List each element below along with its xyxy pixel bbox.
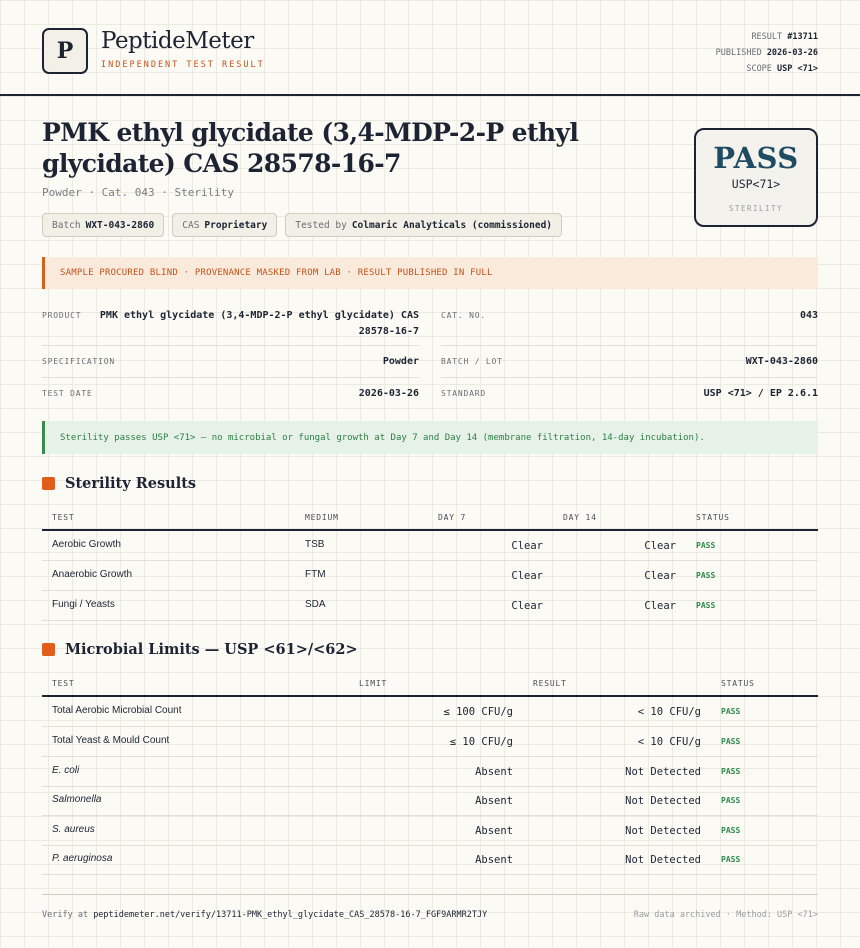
result-value: < 10 CFU/g [637, 736, 701, 748]
result-label: RESULT [751, 32, 783, 42]
info-row-spec [42, 346, 419, 378]
table-row [42, 697, 818, 727]
col-limit: LIMIT [359, 679, 388, 688]
sterility-section-header [42, 475, 196, 492]
status-badge: PASS [721, 826, 741, 835]
standard-value: USP <71> / EP 2.6.1 [703, 388, 818, 399]
result-value: < 10 CFU/g [637, 706, 701, 718]
day14-result: Clear [644, 570, 676, 582]
verdict-word: PASS [713, 141, 799, 175]
medium: SDA [305, 599, 326, 610]
sterility-section-title: Sterility Results [65, 475, 197, 492]
table-row [42, 531, 818, 561]
brand-name: PeptideMeter [101, 28, 254, 54]
status-badge: PASS [721, 796, 741, 805]
table-row [42, 786, 818, 816]
info-row-date [42, 378, 419, 408]
chip-row [42, 213, 562, 237]
status-badge: PASS [696, 571, 716, 580]
section-marker-icon [42, 643, 55, 656]
standard-label: STANDARD [441, 389, 486, 398]
test-name: E. coli [52, 765, 80, 776]
col-status: STATUS [721, 679, 755, 688]
cas-chip-label: CAS [182, 219, 200, 231]
microbial-section-title: Microbial Limits — USP <61>/<62> [65, 641, 358, 658]
test-name: P. aeruginosa [52, 853, 113, 864]
verify-link[interactable]: peptidemeter.net/verify/13711-PMK_ethyl_glycidate_CAS_28578-16-7_FGF9ARMR2TJY [93, 910, 488, 920]
page-header [0, 0, 860, 96]
status-badge: PASS [721, 855, 741, 864]
table-row [42, 591, 818, 621]
batch-chip-value: WXT-043-2860 [85, 219, 155, 231]
table-row [42, 727, 818, 757]
cas-chip-value: Proprietary [204, 219, 268, 231]
product-title: PMK ethyl glycidate (3,4-MDP-2-P ethyl glycidate) CAS 28578-16-7 [42, 118, 579, 178]
day7-result: Clear [511, 570, 543, 582]
limit-value: Absent [475, 795, 513, 807]
spec-label: SPECIFICATION [42, 357, 116, 366]
medium: FTM [305, 569, 326, 580]
result-value: Not Detected [625, 766, 701, 778]
test-name: Fungi / Yeasts [52, 599, 115, 610]
section-marker-icon [42, 477, 55, 490]
date-value: 2026-03-26 [358, 388, 419, 399]
status-badge: PASS [696, 541, 716, 550]
test-name: Salmonella [52, 794, 102, 805]
verdict-badge [694, 128, 818, 227]
test-name: S. aureus [52, 824, 95, 835]
page-footer [42, 894, 818, 934]
col-test: TEST [52, 679, 75, 688]
product-label: PRODUCT [42, 311, 82, 320]
limit-value: Absent [475, 825, 513, 837]
medium: TSB [305, 539, 325, 550]
limit-value: Absent [475, 766, 513, 778]
logo-mark: P [42, 28, 88, 74]
day7-result: Clear [511, 540, 543, 552]
tested-by-value: Colmaric Analyticals (commissioned) [351, 219, 553, 231]
test-name: Anaerobic Growth [52, 569, 133, 580]
info-row-batch [441, 346, 818, 378]
info-row-cat [441, 302, 818, 346]
limit-value: Absent [475, 854, 513, 866]
batch-chip [42, 213, 164, 237]
summary-callout: Sterility passes USP <71> — no microbial or fungal growth at Day 7 and Day 14 (membrane filtration, 14-day incubation). [42, 421, 818, 454]
batch-label: BATCH / LOT [441, 357, 503, 366]
col-medium: MEDIUM [305, 513, 339, 522]
published-label: PUBLISHED [715, 48, 762, 58]
result-value: Not Detected [625, 854, 701, 866]
col-day7: DAY 7 [438, 513, 467, 522]
result-value: Not Detected [625, 795, 701, 807]
test-name: Total Aerobic Microbial Count [52, 705, 182, 716]
scope-value: USP <71> [777, 64, 818, 74]
verify-line [42, 910, 487, 920]
tested-by-chip [285, 213, 562, 237]
table-row [42, 816, 818, 846]
day14-result: Clear [644, 600, 676, 612]
product-subline: Powder · Cat. 043 · Sterility [42, 186, 235, 199]
blind-notice: SAMPLE PROCURED BLIND · PROVENANCE MASKED FROM LAB · RESULT PUBLISHED IN FULL [42, 257, 818, 289]
day7-result: Clear [511, 600, 543, 612]
archive-note: Raw data archived · Method: USP <71> [633, 910, 818, 920]
limit-value: ≤ 100 CFU/g [443, 706, 513, 718]
status-badge: PASS [721, 707, 741, 716]
product-value: PMK ethyl glycidate (3,4-MDP-2-P ethyl glycidate) CAS 28578-16-7 [99, 310, 419, 337]
microbial-section-header [42, 641, 358, 658]
status-badge: PASS [721, 737, 741, 746]
spec-value: Powder [382, 356, 419, 367]
col-day14: DAY 14 [563, 513, 597, 522]
status-badge: PASS [696, 601, 716, 610]
day14-result: Clear [644, 540, 676, 552]
test-name: Total Yeast & Mould Count [52, 735, 170, 746]
table-row [42, 757, 818, 787]
col-result: RESULT [533, 679, 567, 688]
limit-value: ≤ 10 CFU/g [449, 736, 513, 748]
table-row [42, 845, 818, 875]
published-date: 2026-03-26 [766, 48, 818, 58]
date-label: TEST DATE [42, 389, 93, 398]
table-row [42, 561, 818, 591]
scope-label: SCOPE [746, 64, 772, 74]
info-row-standard [441, 378, 818, 408]
cat-value: 043 [799, 310, 818, 321]
verdict-category: STERILITY [728, 204, 784, 213]
test-name: Aerobic Growth [52, 539, 121, 550]
col-status: STATUS [696, 513, 730, 522]
brand-tagline: INDEPENDENT TEST RESULT [101, 60, 265, 70]
result-meta [716, 29, 818, 77]
batch-chip-label: Batch [52, 219, 81, 231]
info-row-product [42, 302, 419, 346]
result-value: Not Detected [625, 825, 701, 837]
cas-chip [172, 213, 277, 237]
verify-label: Verify at [42, 910, 89, 920]
result-number: #13711 [787, 32, 818, 42]
cat-label: CAT. NO. [441, 311, 486, 320]
status-badge: PASS [721, 767, 741, 776]
verdict-standard: USP<71> [731, 177, 781, 191]
tested-by-label: Tested by [295, 219, 347, 231]
col-test: TEST [52, 513, 75, 522]
batch-value: WXT-043-2860 [745, 356, 818, 367]
